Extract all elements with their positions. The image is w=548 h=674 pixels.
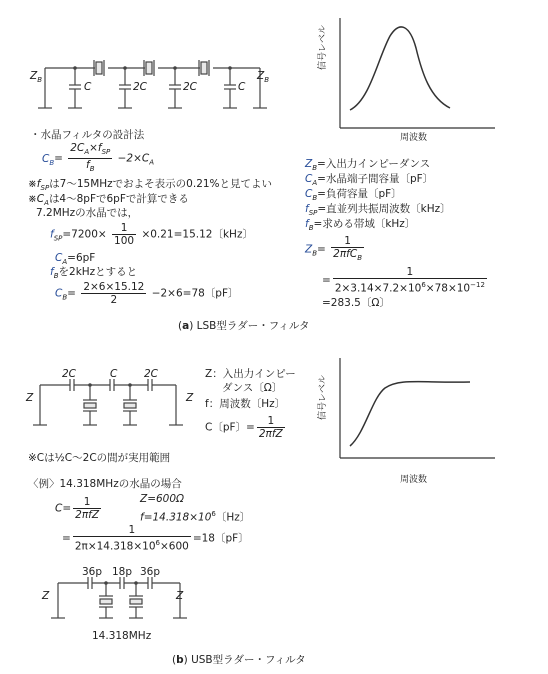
cb-formula: $C_B=$ $\frac{2C_A\times f_{SP}}{f_B}$ $-2\times C_A$	[42, 142, 155, 174]
zb-result: =283.5〔Ω〕	[322, 297, 390, 309]
lsb-c3-label: 2C	[183, 81, 198, 93]
usb-graph-xlabel: 周波数	[400, 475, 428, 485]
def-fsp: $f_{SP}=$直並列共振周波数〔kHz〕	[305, 203, 451, 218]
usb-c2-label: C	[110, 368, 118, 380]
ex-c1-label: 36p	[82, 566, 103, 578]
usb-graph-ylabel: 信号レベル	[318, 374, 328, 420]
design-method-title: ・水晶フィルタの設計法	[30, 129, 145, 141]
def-ca: $C_A=$水晶端子間容量〔pF〕	[305, 173, 434, 188]
usb-c3-label: 2C	[144, 368, 159, 380]
ca-value: $C_A=6pF$	[55, 252, 96, 267]
lsb-graph-ylabel: 信号レベル	[318, 24, 328, 70]
ex-z-left-label: Z	[42, 590, 50, 602]
usb-z-right-label: Z	[186, 392, 194, 404]
note-72mhz: 7.2MHzの水晶では，	[36, 207, 139, 219]
ex-c3-label: 36p	[140, 566, 161, 578]
lsb-c4-label: C	[238, 81, 246, 93]
crystal-freq-label: 14.318MHz	[92, 630, 152, 642]
cb-calc: $C_B=$ $\frac{2\times 6\times 15.12}{2}$ −2×6=78〔pF〕	[55, 281, 239, 306]
usb-c1-label: 2C	[62, 368, 77, 380]
lsb-c1-label: C	[84, 81, 92, 93]
caption-b: (b) USB型ラダー・フィルタ	[172, 654, 306, 666]
legend-c: C〔pF〕= $\frac{1}{\text{2πfZ}}$	[205, 415, 283, 440]
note-fsp: $※f_{SP}$は7〜15MHzでおよそ表示の0.21%と見てよい	[28, 178, 273, 193]
lsb-ladder-circuit	[0, 0, 300, 120]
lsb-zb-right-label: $Z_B$	[257, 70, 270, 85]
caption-a: (a) LSB型ラダー・フィルタ	[178, 320, 310, 332]
usb-z-left-label: Z	[26, 392, 34, 404]
def-fb: $f_B=$求める帯域〔kHz〕	[305, 218, 416, 233]
def-zb: $Z_B=$入出力インピーダンス	[305, 158, 431, 173]
ex-result: = $\frac{1}{2\pi\times 14.318\times 10^6\times 600}$ =18〔pF〕	[62, 524, 249, 553]
usb-ladder-circuit	[28, 370, 228, 450]
ex-f: $f=14.318\times 10^6$〔Hz〕	[140, 510, 251, 524]
usb-response-graph	[330, 358, 530, 468]
note-ca: $※C_A$は4〜8pFで6pFで計算できる	[28, 193, 189, 208]
lsb-c2-label: 2C	[133, 81, 148, 93]
ex-c2-label: 18p	[112, 566, 133, 578]
fsp-calc: $f_{SP}=7200\times$ $\frac{1}{100}$ ×0.21=15.12〔kHz〕	[50, 222, 253, 247]
legend-f: f：周波数〔Hz〕	[205, 398, 286, 410]
example-title: 〈例〉14.318MHzの水晶の場合	[28, 478, 182, 490]
def-cb: $C_B=$負荷容量〔pF〕	[305, 188, 402, 203]
legend-z2: ダンス〔Ω〕	[222, 382, 283, 394]
lsb-zb-left-label: $Z_B$	[30, 70, 43, 85]
legend-z: Z：入出力インピー	[205, 368, 296, 380]
zb-calc: = $\frac{1}{2\times 3.14\times 7.2\times 10^6\times 78\times 10^{-12}}$	[322, 266, 485, 295]
ex-z-right-label: Z	[176, 590, 184, 602]
fb-assumption: $f_B$を2kHzとすると	[50, 266, 138, 281]
usb-note: ※Cは½C〜2Cの間が実用範囲	[28, 452, 171, 464]
ex-z: Z=600Ω	[140, 493, 185, 505]
lsb-graph-xlabel: 周波数	[400, 133, 428, 143]
lsb-response-graph	[330, 18, 530, 138]
zb-formula: $Z_B=$ $\frac{1}{2\pi fC_B}$	[305, 235, 362, 263]
ex-c-formula: C= $\frac{1}{\text{2πfZ}}$	[55, 496, 100, 521]
